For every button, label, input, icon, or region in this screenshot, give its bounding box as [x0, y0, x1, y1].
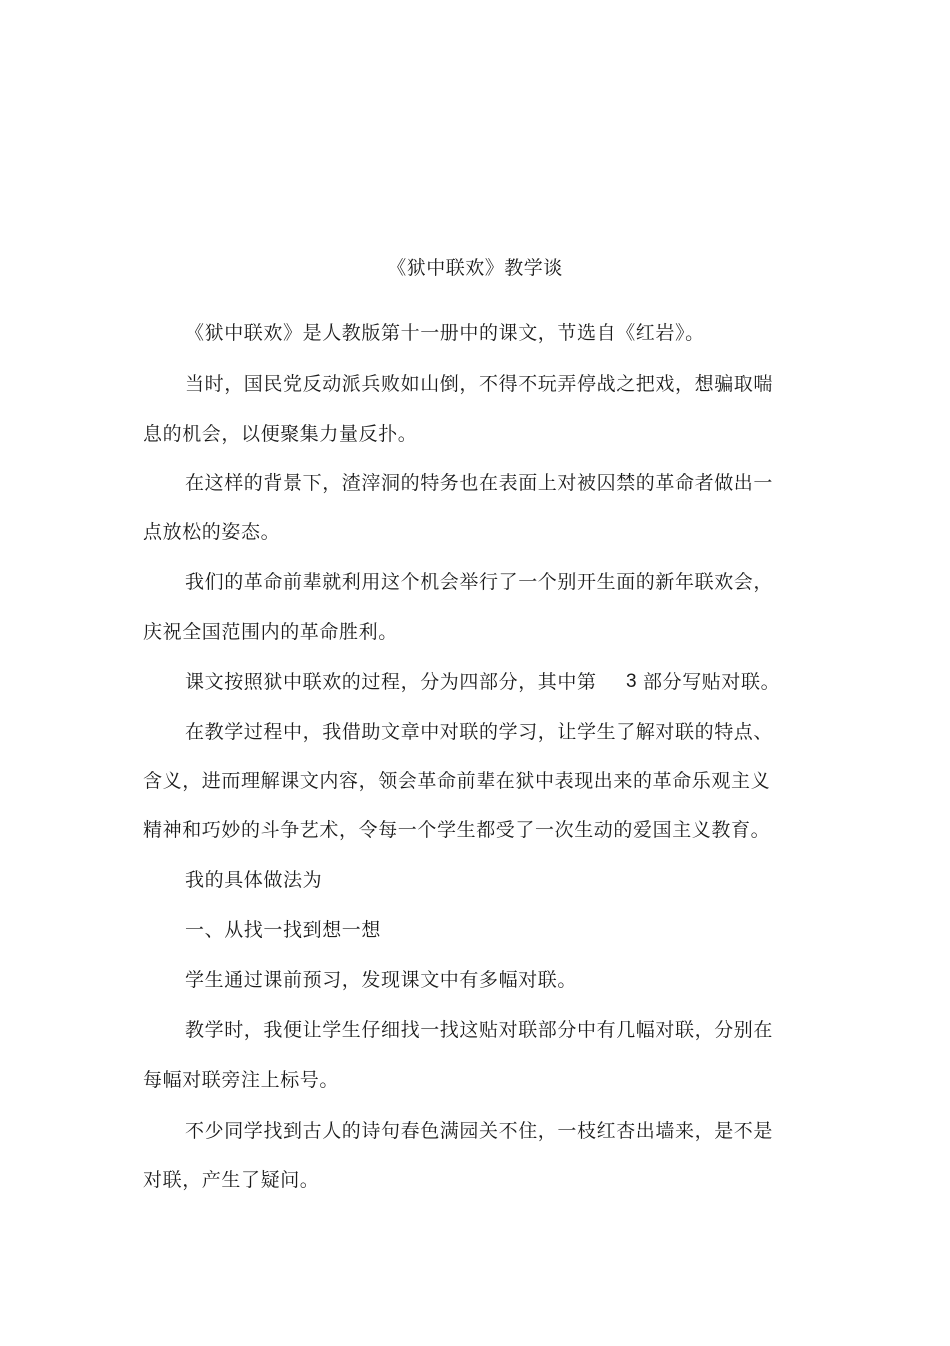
paragraph-line: 我们的革命前辈就利用这个机会举行了一个别开生面的新年联欢会，	[185, 571, 774, 593]
paragraph-line: 不少同学找到古人的诗句春色满园关不住，一枝红杏出墙来，是不是	[185, 1120, 774, 1142]
paragraph-line: 当时，国民党反动派兵败如山倒，不得不玩弄停战之把戏，想骗取喘	[185, 373, 774, 395]
paragraph-line: 对联，产生了疑问。	[143, 1169, 320, 1191]
paragraph-line: 点放松的姿态。	[143, 521, 281, 543]
paragraph-line: 学生通过课前预习，发现课文中有多幅对联。	[185, 969, 578, 991]
paragraph-line: 我的具体做法为	[185, 869, 323, 891]
paragraph-line: 含义，进而理解课文内容，领会革命前辈在狱中表现出来的革命乐观主义	[143, 770, 771, 792]
paragraph-line: 息的机会，以便聚集力量反扑。	[143, 423, 418, 445]
paragraph-line: 精神和巧妙的斗争艺术，令每一个学生都受了一次生动的爱国主义教育。	[143, 819, 771, 841]
paragraph-line: 教学时，我便让学生仔细找一找这贴对联部分中有几幅对联，分别在	[185, 1019, 774, 1041]
paragraph-line: 课文按照狱中联欢的过程，分为四部分，其中第	[185, 671, 597, 693]
paragraph-line: 庆祝全国范围内的革命胜利。	[143, 621, 398, 643]
paragraph-line: 在这样的背景下，渣滓洞的特务也在表面上对被囚禁的革命者做出一	[185, 472, 774, 494]
paragraph-line: 每幅对联旁注上标号。	[143, 1069, 340, 1091]
section-heading: 一、从找一找到想一想	[185, 919, 382, 941]
section-number: 3	[626, 671, 638, 692]
paragraph-line: 在教学过程中，我借助文章中对联的学习，让学生了解对联的特点、	[185, 721, 774, 743]
paragraph-line: 《狱中联欢》是人教版第十一册中的课文，节选自《红岩》。	[185, 322, 705, 344]
paragraph-line: 部分写贴对联。	[643, 671, 781, 693]
document-title: 《狱中联欢》教学谈	[387, 257, 563, 279]
